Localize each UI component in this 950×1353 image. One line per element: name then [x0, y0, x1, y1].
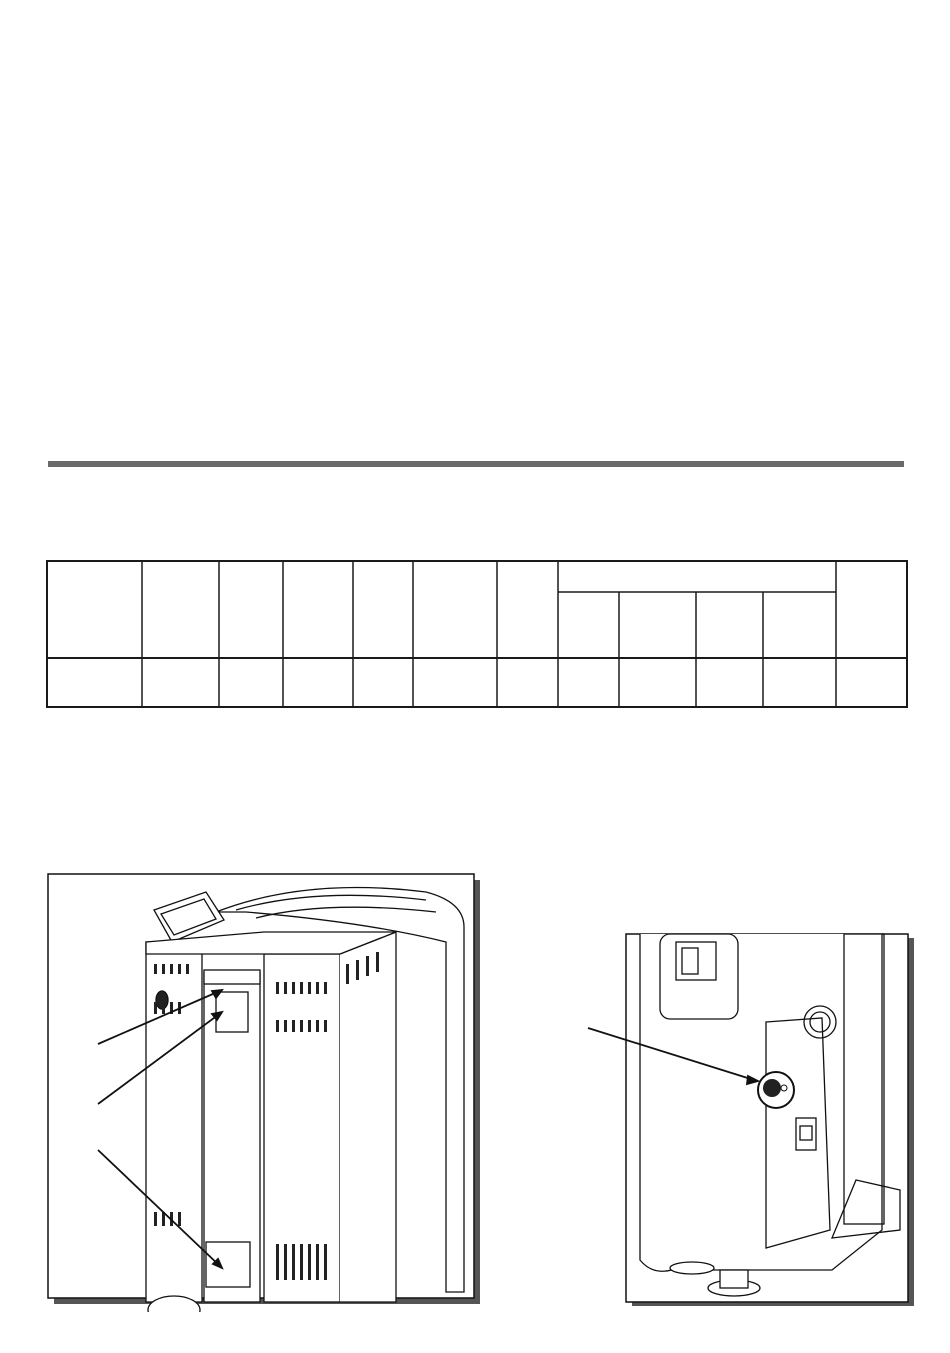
- section-divider: [48, 461, 904, 467]
- stove-rear-view-figure: [46, 872, 486, 1312]
- rear-panel-detail-figure: [582, 930, 920, 1310]
- specification-table: [46, 560, 908, 708]
